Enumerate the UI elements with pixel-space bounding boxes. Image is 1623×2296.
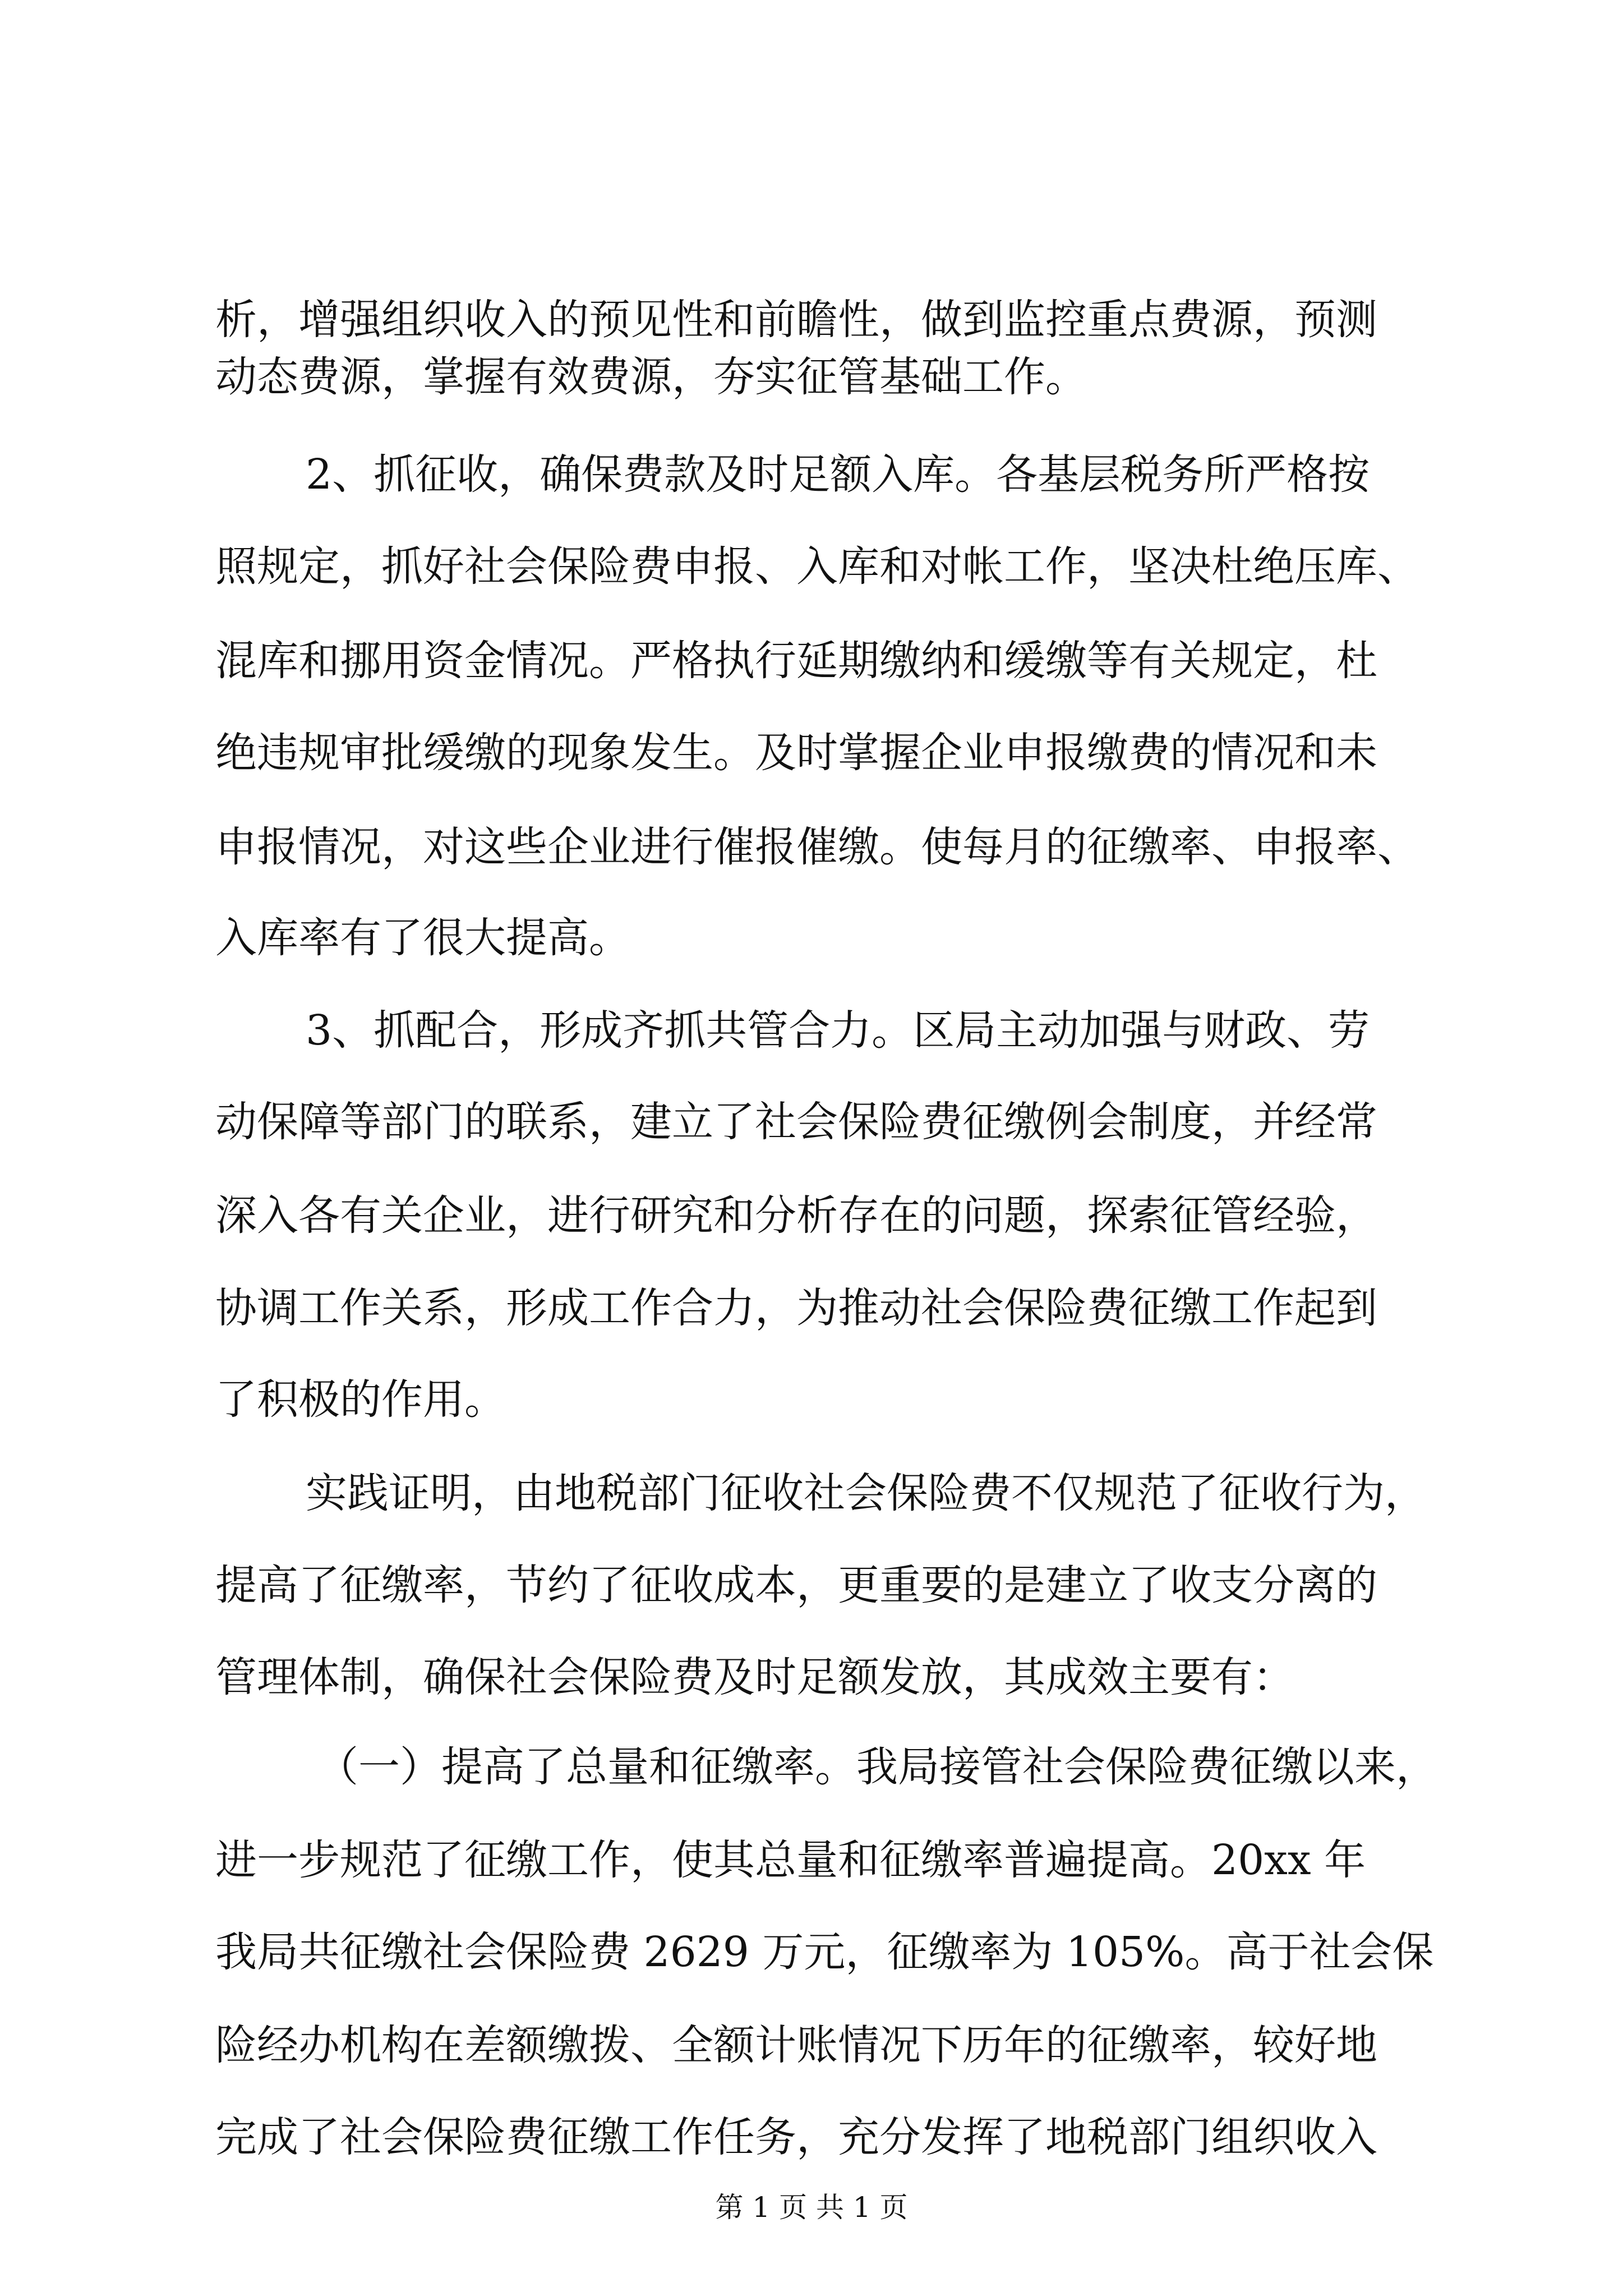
text-line: 我局共征缴社会保险费 2629 万元，征缴率为 105%。高于社会保 — [215, 1928, 1434, 1976]
text-line: 险经办机构在差额缴拨、全额计账情况下历年的征缴率，较好地 — [215, 2021, 1377, 2069]
text-line: 提高了征缴率，节约了征收成本，更重要的是建立了收支分离的 — [215, 1561, 1377, 1609]
text-line: 3、抓配合，形成齐抓共管合力。区局主动加强与财政、劳 — [306, 1006, 1370, 1055]
text-line: 入库率有了很大提高。 — [215, 914, 630, 962]
text-line: 协调工作关系，形成工作合力，为推动社会保险费征缴工作起到 — [215, 1284, 1377, 1332]
text-line: 绝违规审批缓缴的现象发生。及时掌握企业申报缴费的情况和未 — [215, 729, 1377, 777]
text-line: 深入各有关企业，进行研究和分析存在的问题，探索征管经验， — [215, 1191, 1377, 1240]
text-line: 动态费源，掌握有效费源，夯实征管基础工作。 — [215, 353, 1087, 401]
page-footer: 第 1 页 共 1 页 — [715, 2191, 908, 2224]
text-line: 照规定，抓好社会保险费申报、入库和对帐工作，坚决杜绝压库、 — [215, 542, 1419, 591]
text-line: 混库和挪用资金情况。严格执行延期缴纳和缓缴等有关规定，杜 — [215, 637, 1377, 685]
text-line: 了积极的作用。 — [215, 1375, 506, 1424]
text-line: 2、抓征收，确保费款及时足额入库。各基层税务所严格按 — [306, 450, 1370, 499]
text-line: 申报情况，对这些企业进行催报催缴。使每月的征缴率、申报率、 — [215, 823, 1419, 871]
text-line: 析，增强组织收入的预见性和前瞻性，做到监控重点费源，预测 — [215, 296, 1377, 344]
text-line: 进一步规范了征缴工作，使其总量和征缴率普遍提高。20xx 年 — [215, 1836, 1366, 1884]
text-line: 完成了社会保险费征缴工作任务，充分发挥了地税部门组织收入 — [215, 2113, 1377, 2161]
text-line: 动保障等部门的联系，建立了社会保险费征缴例会制度，并经常 — [215, 1098, 1377, 1146]
text-line: 实践证明，由地税部门征收社会保险费不仅规范了征收行为， — [306, 1469, 1426, 1517]
text-line: 管理体制，确保社会保险费及时足额发放，其成效主要有： — [215, 1653, 1294, 1701]
text-line: （一）提高了总量和征缴率。我局接管社会保险费征缴以来， — [317, 1743, 1437, 1791]
